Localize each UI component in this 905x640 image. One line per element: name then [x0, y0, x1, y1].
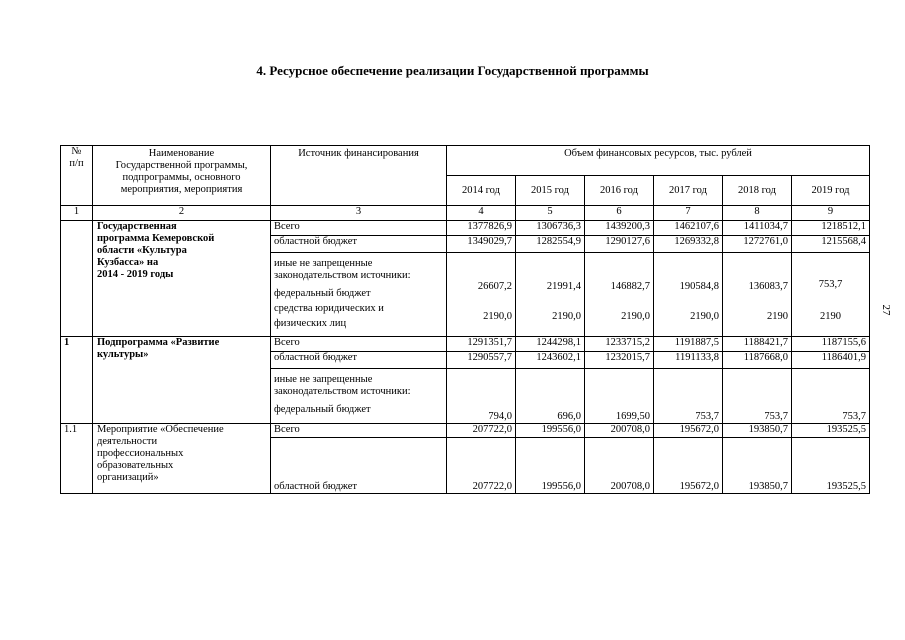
value-cell: 1699,50: [585, 369, 654, 424]
page-number: 27: [880, 304, 892, 316]
value-cell: 193525,5: [792, 438, 870, 494]
col-number: 5: [516, 206, 585, 221]
value-cell: 190584,8 2190,0: [654, 253, 723, 337]
value-cell: 1462107,6: [654, 221, 723, 236]
value-cell: 193525,5: [792, 424, 870, 438]
value-cell: 753,7 2190: [792, 253, 870, 337]
value-cell: 1233715,2: [585, 337, 654, 352]
value-cell: 794,0: [447, 369, 516, 424]
value-cell: 199556,0: [516, 424, 585, 438]
value-cell: 696,0: [516, 369, 585, 424]
value-cell: 199556,0: [516, 438, 585, 494]
value-cell: 1272761,0: [723, 236, 792, 253]
value-cell: 200708,0: [585, 438, 654, 494]
col-number: 1: [61, 206, 93, 221]
col-number: 4: [447, 206, 516, 221]
header-year-2018: 2018 год: [723, 176, 792, 206]
value-cell: 1411034,7: [723, 221, 792, 236]
col-number: 3: [271, 206, 447, 221]
table-row: [61, 337, 870, 352]
measure-name: Мероприятие «Обеспечение деятельности профессиональных образовательных организаций»: [93, 424, 271, 494]
value-cell: 200708,0: [585, 424, 654, 438]
resource-table: [60, 145, 870, 494]
value-cell: 193850,7: [723, 438, 792, 494]
value-cell: 207722,0: [447, 424, 516, 438]
value-cell: 1187155,6: [792, 337, 870, 352]
value-cell: 1290127,6: [585, 236, 654, 253]
value-cell: 1269332,8: [654, 236, 723, 253]
source-cell: иные не запрещенные законодательством источники: федеральный бюджет: [271, 369, 447, 424]
header-source: Источник финансирования: [271, 146, 447, 206]
program-name: Государственная программа Кемеровской области «Культура Кузбасса» на 2014 - 2019 годы: [93, 221, 271, 337]
source-cell: Всего: [271, 424, 447, 438]
source-cell: Всего: [271, 337, 447, 352]
header-year-2016: 2016 год: [585, 176, 654, 206]
value-cell: 1187668,0: [723, 352, 792, 369]
row-num: [61, 221, 93, 337]
header-name: Наименование Государственной программы, подпрограммы, основного мероприятия, мероприятия: [93, 146, 271, 206]
header-year-2015: 2015 год: [516, 176, 585, 206]
value-cell: 753,7: [654, 369, 723, 424]
header-num: № п/п: [61, 146, 93, 206]
col-number: 2: [93, 206, 271, 221]
col-number: 6: [585, 206, 654, 221]
value-cell: 136083,7 2190: [723, 253, 792, 337]
value-cell: 195672,0: [654, 424, 723, 438]
value-cell: 1232015,7: [585, 352, 654, 369]
value-cell: 1186401,9: [792, 352, 870, 369]
value-cell: 26607,2 2190,0: [447, 253, 516, 337]
value-cell: 193850,7: [723, 424, 792, 438]
source-cell: областной бюджет: [271, 352, 447, 369]
row-num: 1.1: [61, 424, 93, 494]
value-cell: 1191133,8: [654, 352, 723, 369]
value-cell: 1191887,5: [654, 337, 723, 352]
value-cell: 1188421,7: [723, 337, 792, 352]
value-cell: 1244298,1: [516, 337, 585, 352]
value-cell: 1290557,7: [447, 352, 516, 369]
source-cell: Всего: [271, 221, 447, 236]
value-cell: 146882,7 2190,0: [585, 253, 654, 337]
table-row: [61, 221, 870, 236]
col-number: 8: [723, 206, 792, 221]
value-cell: 753,7: [792, 369, 870, 424]
value-cell: 1291351,7: [447, 337, 516, 352]
value-cell: 1377826,9: [447, 221, 516, 236]
value-cell: 1349029,7: [447, 236, 516, 253]
value-cell: 753,7: [723, 369, 792, 424]
row-num: 1: [61, 337, 93, 424]
value-cell: 207722,0: [447, 438, 516, 494]
header-year-2019: 2019 год: [792, 176, 870, 206]
col-number: 9: [792, 206, 870, 221]
value-cell: 1243602,1: [516, 352, 585, 369]
source-cell: иные не запрещенные законодательством источники: федеральный бюджет средства юридических и физических лиц: [271, 253, 447, 337]
subprogram-name: Подпрограмма «Развитие культуры»: [93, 337, 271, 424]
value-cell: 1439200,3: [585, 221, 654, 236]
value-cell: 1282554,9: [516, 236, 585, 253]
col-number: 7: [654, 206, 723, 221]
value-cell: 21991,4 2190,0: [516, 253, 585, 337]
value-cell: 195672,0: [654, 438, 723, 494]
table-row: [61, 424, 870, 438]
source-cell: областной бюджет: [271, 236, 447, 253]
header-year-2017: 2017 год: [654, 176, 723, 206]
header-year-2014: 2014 год: [447, 176, 516, 206]
header-volume: Объем финансовых ресурсов, тыс. рублей: [447, 146, 870, 176]
page-title: 4. Ресурсное обеспечение реализации Государственной программы: [256, 63, 649, 78]
source-cell: областной бюджет: [271, 438, 447, 494]
value-cell: 1218512,1: [792, 221, 870, 236]
value-cell: 1215568,4: [792, 236, 870, 253]
value-cell: 1306736,3: [516, 221, 585, 236]
